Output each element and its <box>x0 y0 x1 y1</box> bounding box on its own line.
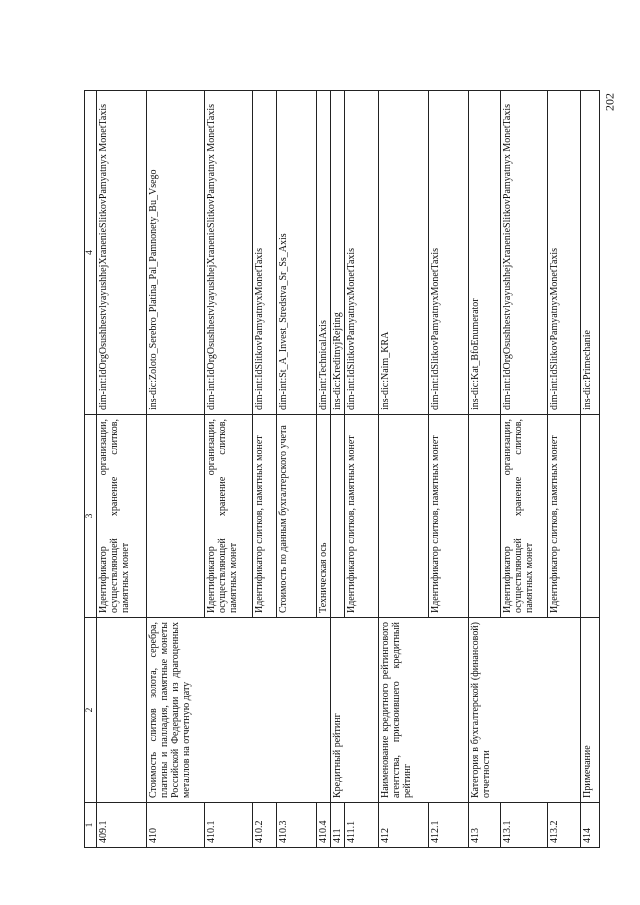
row-identifier-description <box>331 415 345 618</box>
row-name <box>97 618 147 803</box>
column-header-4: 4 <box>85 91 97 415</box>
row-code: dim-int:IdSlitkovPamyatnyxMonetTaxis <box>253 91 277 415</box>
row-code: ins-dic:Zoloto_Serebro_Platina_Pal_Pamnonety_Bu_Vsego <box>147 91 205 415</box>
row-number: 414 <box>581 803 600 848</box>
row-identifier-description <box>469 415 501 618</box>
row-identifier-description: Идентификатор слитков, памятных монет <box>253 415 277 618</box>
row-identifier-description: Идентификатор слитков, памятных монет <box>548 415 581 618</box>
row-name: Наименование кредитного рейтингового агентства, присвоившего кредитный рейтинг <box>379 618 469 803</box>
table-header-row <box>85 91 97 848</box>
row-identifier-description <box>581 415 600 618</box>
row-identifier-description: Идентификатор слитков, памятных монет <box>429 415 469 618</box>
row-name: Стоимость слитков золота, серебра, платины и палладия, памятные монеты Российской Федерации из драгоценных металлов на отчетную дату <box>147 618 331 803</box>
row-name: Примечание <box>581 618 600 803</box>
row-number: 411.1 <box>345 803 379 848</box>
row-identifier-description: Идентификатор слитков, памятных монет <box>345 415 379 618</box>
row-number: 410 <box>147 803 205 848</box>
row-code: dim-int:IdOrgOsushhestvlyayushhejXranenieSlitkovPamyatnyx MonetTaxis <box>97 91 147 415</box>
row-identifier-description: Идентификатор организации, осуществляющей хранение слитков, памятных монет <box>205 415 253 618</box>
row-number: 413.1 <box>501 803 548 848</box>
row-identifier-description: Стоимость по данным бухгалтерского учета <box>277 415 317 618</box>
document-page-rotated <box>84 90 593 848</box>
row-identifier-description: Идентификатор организации, осуществляющей хранение слитков, памятных монет <box>97 415 147 618</box>
table-row <box>97 91 147 848</box>
column-header-3: 3 <box>85 415 97 618</box>
row-code: dim-int:TechnicalAxis <box>317 91 331 415</box>
row-code: dim-int:IdSlitkovPamyatnyxMonetTaxis <box>429 91 469 415</box>
row-code: dim-int:IdSlitkovPamyatnyxMonetTaxis <box>345 91 379 415</box>
table-row <box>469 91 501 848</box>
row-code: ins-dic:Kat_BfoEnumerator <box>469 91 501 415</box>
row-code: dim-int:IdOrgOsushhestvlyayushhejXranenieSlitkovPamyatnyx MonetTaxis <box>501 91 548 415</box>
column-header-2: 2 <box>85 618 97 803</box>
row-number: 410.4 <box>317 803 331 848</box>
table-row <box>331 91 345 848</box>
row-code: ins-dic:Naim_KRA <box>379 91 429 415</box>
page-number: 202 <box>602 93 617 111</box>
row-identifier-description <box>147 415 205 618</box>
row-identifier-description <box>379 415 429 618</box>
row-number: 411 <box>331 803 345 848</box>
row-identifier-description: Идентификатор организации, осуществляющей хранение слитков, памятных монет <box>501 415 548 618</box>
row-number: 412.1 <box>429 803 469 848</box>
row-number: 410.1 <box>205 803 253 848</box>
row-number: 410.3 <box>277 803 317 848</box>
table-row <box>379 91 429 848</box>
row-name: Кредитный рейтинг <box>331 618 379 803</box>
row-number: 413.2 <box>548 803 581 848</box>
row-identifier-description: Техническая ось <box>317 415 331 618</box>
row-number: 412 <box>379 803 429 848</box>
row-code: ins-dic:Primechanie <box>581 91 600 415</box>
row-code: dim-int:St_A_Invest_Stredstva_Sr_Ss_Axis <box>277 91 317 415</box>
row-code: dim-int:IdSlitkovPamyatnyxMonetTaxis <box>548 91 581 415</box>
taxonomy-table <box>84 90 600 848</box>
row-number: 409.1 <box>97 803 147 848</box>
row-code: dim-int:IdOrgOsushhestvlyayushhejXranenieSlitkovPamyatnyx MonetTaxis <box>205 91 253 415</box>
row-number: 410.2 <box>253 803 277 848</box>
table-row <box>581 91 600 848</box>
row-name: Категория в бухгалтерской (финансовой) отчетности <box>469 618 581 803</box>
row-code: ins-dic:KreditnyjRejting <box>331 91 345 415</box>
row-number: 413 <box>469 803 501 848</box>
column-header-1: 1 <box>85 803 97 848</box>
table-row <box>147 91 205 848</box>
